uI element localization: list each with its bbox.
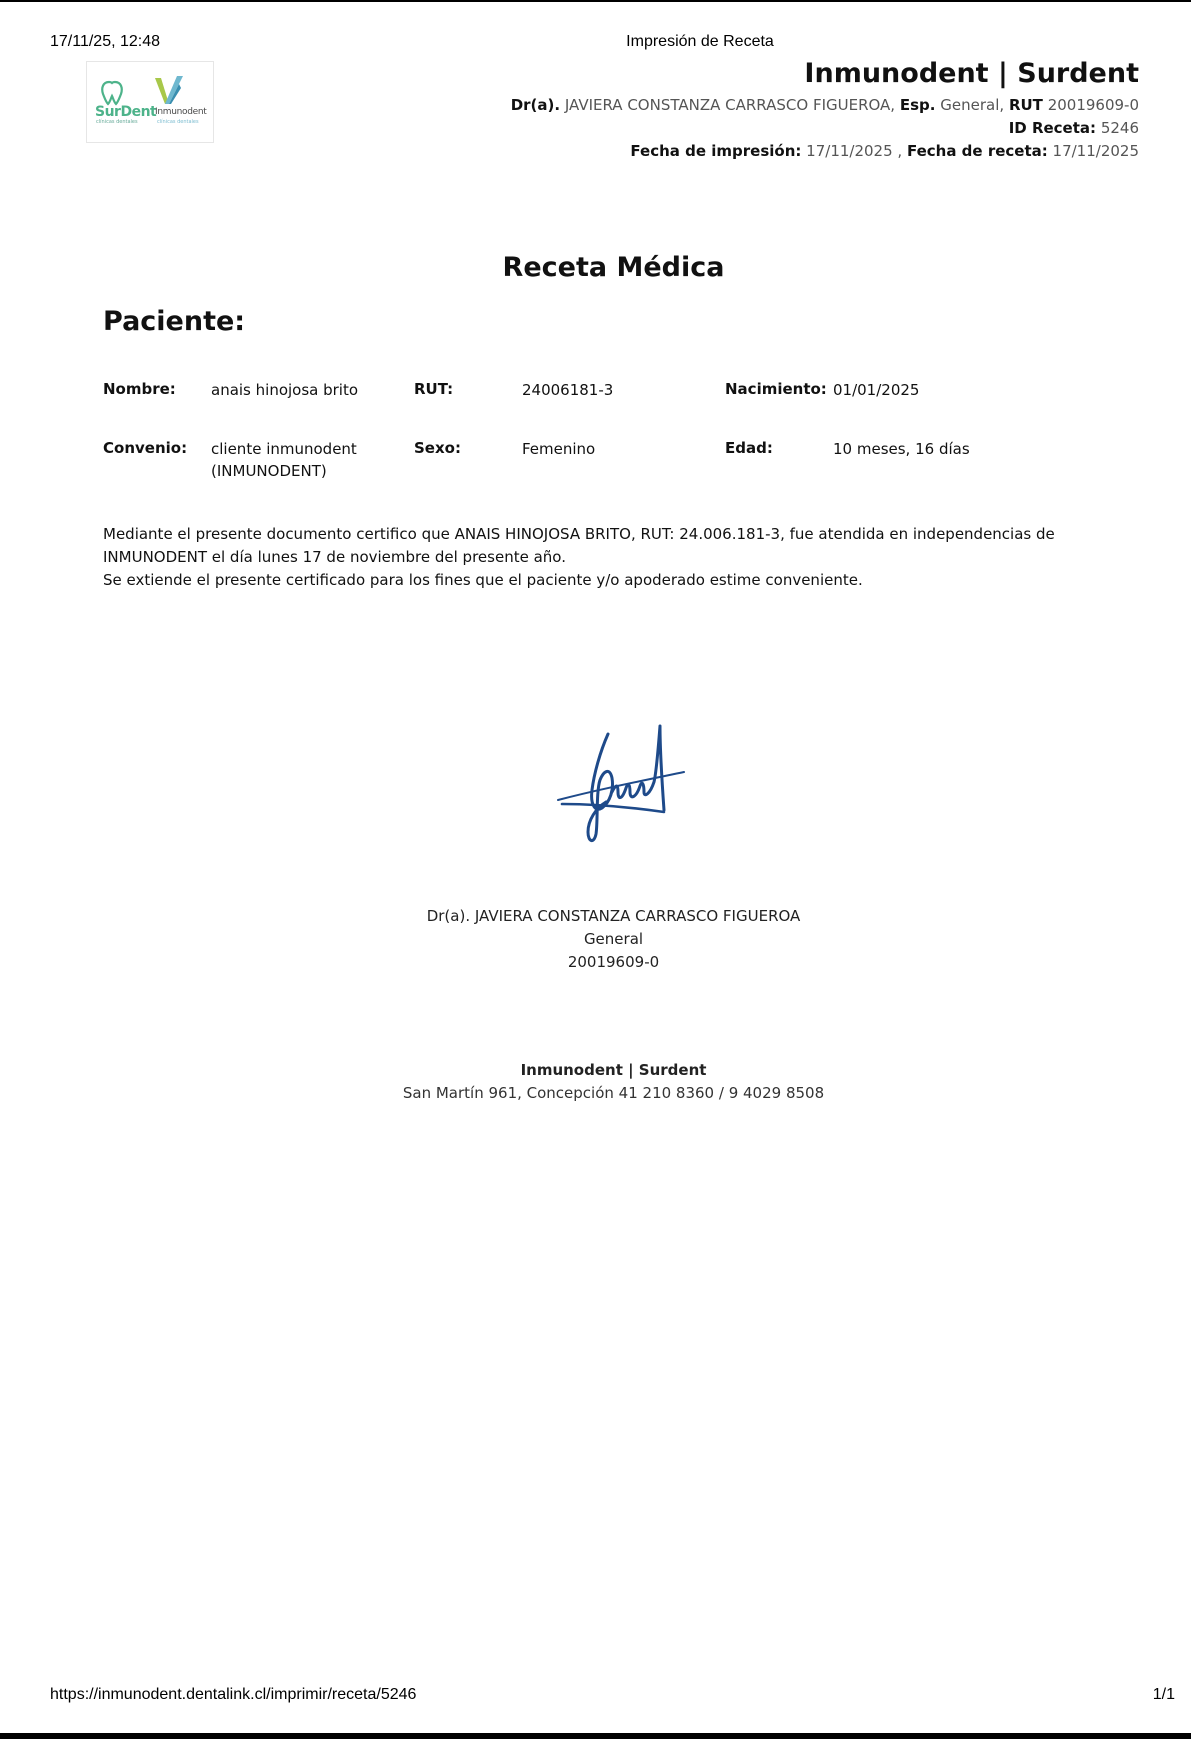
logo-inmunodent-text: Inmunodent xyxy=(155,107,207,117)
esp-value: General, xyxy=(940,96,1005,114)
recipe-date-value: 17/11/2025 xyxy=(1052,142,1139,160)
top-border xyxy=(0,0,1191,2)
doctor-line xyxy=(339,94,1139,117)
edad-label: Edad: xyxy=(725,439,773,457)
recipe-id-line xyxy=(339,117,1139,140)
nombre-label: Nombre: xyxy=(103,380,176,398)
nacimiento-value: 01/01/2025 xyxy=(833,381,920,399)
logo-surdent-text: SurDent xyxy=(95,104,157,120)
footer-clinic-info xyxy=(0,1059,1191,1105)
certificate-body xyxy=(103,523,1103,592)
footer-clinic-name: Inmunodent | Surdent xyxy=(520,1061,707,1079)
doctor-signature xyxy=(556,722,686,851)
esp-label: Esp. xyxy=(899,96,936,114)
certificate-line-1: Mediante el presente documento certifico que ANAIS HINOJOSA BRITO, RUT: 24.006.181-3, fue atendida en independencias de xyxy=(103,525,1055,543)
print-date-value: 17/11/2025 , xyxy=(806,142,903,160)
signer-info xyxy=(0,905,1191,974)
convenio-value-line2: (INMUNODENT) xyxy=(211,462,327,480)
certificate-line-2: INMUNODENT el día lunes 17 de noviembre del presente año. xyxy=(103,548,566,566)
doctor-label: Dr(a). xyxy=(510,96,561,114)
convenio-value xyxy=(211,438,357,482)
clinic-name: Inmunodent | Surdent xyxy=(804,58,1139,89)
rut-value: 20019609-0 xyxy=(1047,96,1139,114)
clinic-header xyxy=(339,56,1139,163)
signer-name: Dr(a). JAVIERA CONSTANZA CARRASCO FIGUEROA xyxy=(426,907,801,925)
convenio-label: Convenio: xyxy=(103,439,188,457)
recipe-id-label: ID Receta: xyxy=(1008,119,1097,137)
recipe-id-value: 5246 xyxy=(1100,119,1139,137)
print-page-title: Impresión de Receta xyxy=(626,33,774,50)
print-date-label: Fecha de impresión: xyxy=(630,142,802,160)
patient-section-title: Paciente: xyxy=(103,306,246,337)
convenio-value-line1: cliente inmunodent xyxy=(211,440,357,458)
sexo-label: Sexo: xyxy=(414,439,461,457)
bottom-border xyxy=(0,1733,1191,1739)
print-datetime: 17/11/25, 12:48 xyxy=(50,33,161,50)
signer-rut: 20019609-0 xyxy=(567,953,660,971)
signer-specialty: General xyxy=(583,930,644,948)
sexo-value: Femenino xyxy=(522,440,596,458)
clinic-logo xyxy=(86,61,214,143)
logo-inmunodent-subtext: clínicas dentales xyxy=(157,119,199,125)
edad-value: 10 meses, 16 días xyxy=(833,440,970,458)
logo-surdent-subtext: clínicas dentales xyxy=(96,119,138,125)
doctor-name: JAVIERA CONSTANZA CARRASCO FIGUEROA, xyxy=(564,96,896,114)
logo-graphic-icon xyxy=(87,62,215,144)
dates-line xyxy=(339,140,1139,163)
nombre-value: anais hinojosa brito xyxy=(211,381,359,399)
footer-clinic-address: San Martín 961, Concepción 41 210 8360 / 9 4029 8508 xyxy=(402,1084,825,1102)
recipe-date-label: Fecha de receta: xyxy=(906,142,1048,160)
document-title: Receta Médica xyxy=(502,252,725,283)
signature-drawing-icon xyxy=(556,722,686,847)
certificate-line-3: Se extiende el presente certificado para los fines que el paciente y/o apoderado estime conveniente. xyxy=(103,571,863,589)
rut-value-patient: 24006181-3 xyxy=(522,381,614,399)
nacimiento-label: Nacimiento: xyxy=(725,380,827,398)
rut-label-patient: RUT: xyxy=(414,380,454,398)
rut-label: RUT xyxy=(1008,96,1043,114)
print-url: https://inmunodent.dentalink.cl/imprimir/receta/5246 xyxy=(50,1686,417,1703)
print-page-number: 1/1 xyxy=(1152,1686,1175,1703)
